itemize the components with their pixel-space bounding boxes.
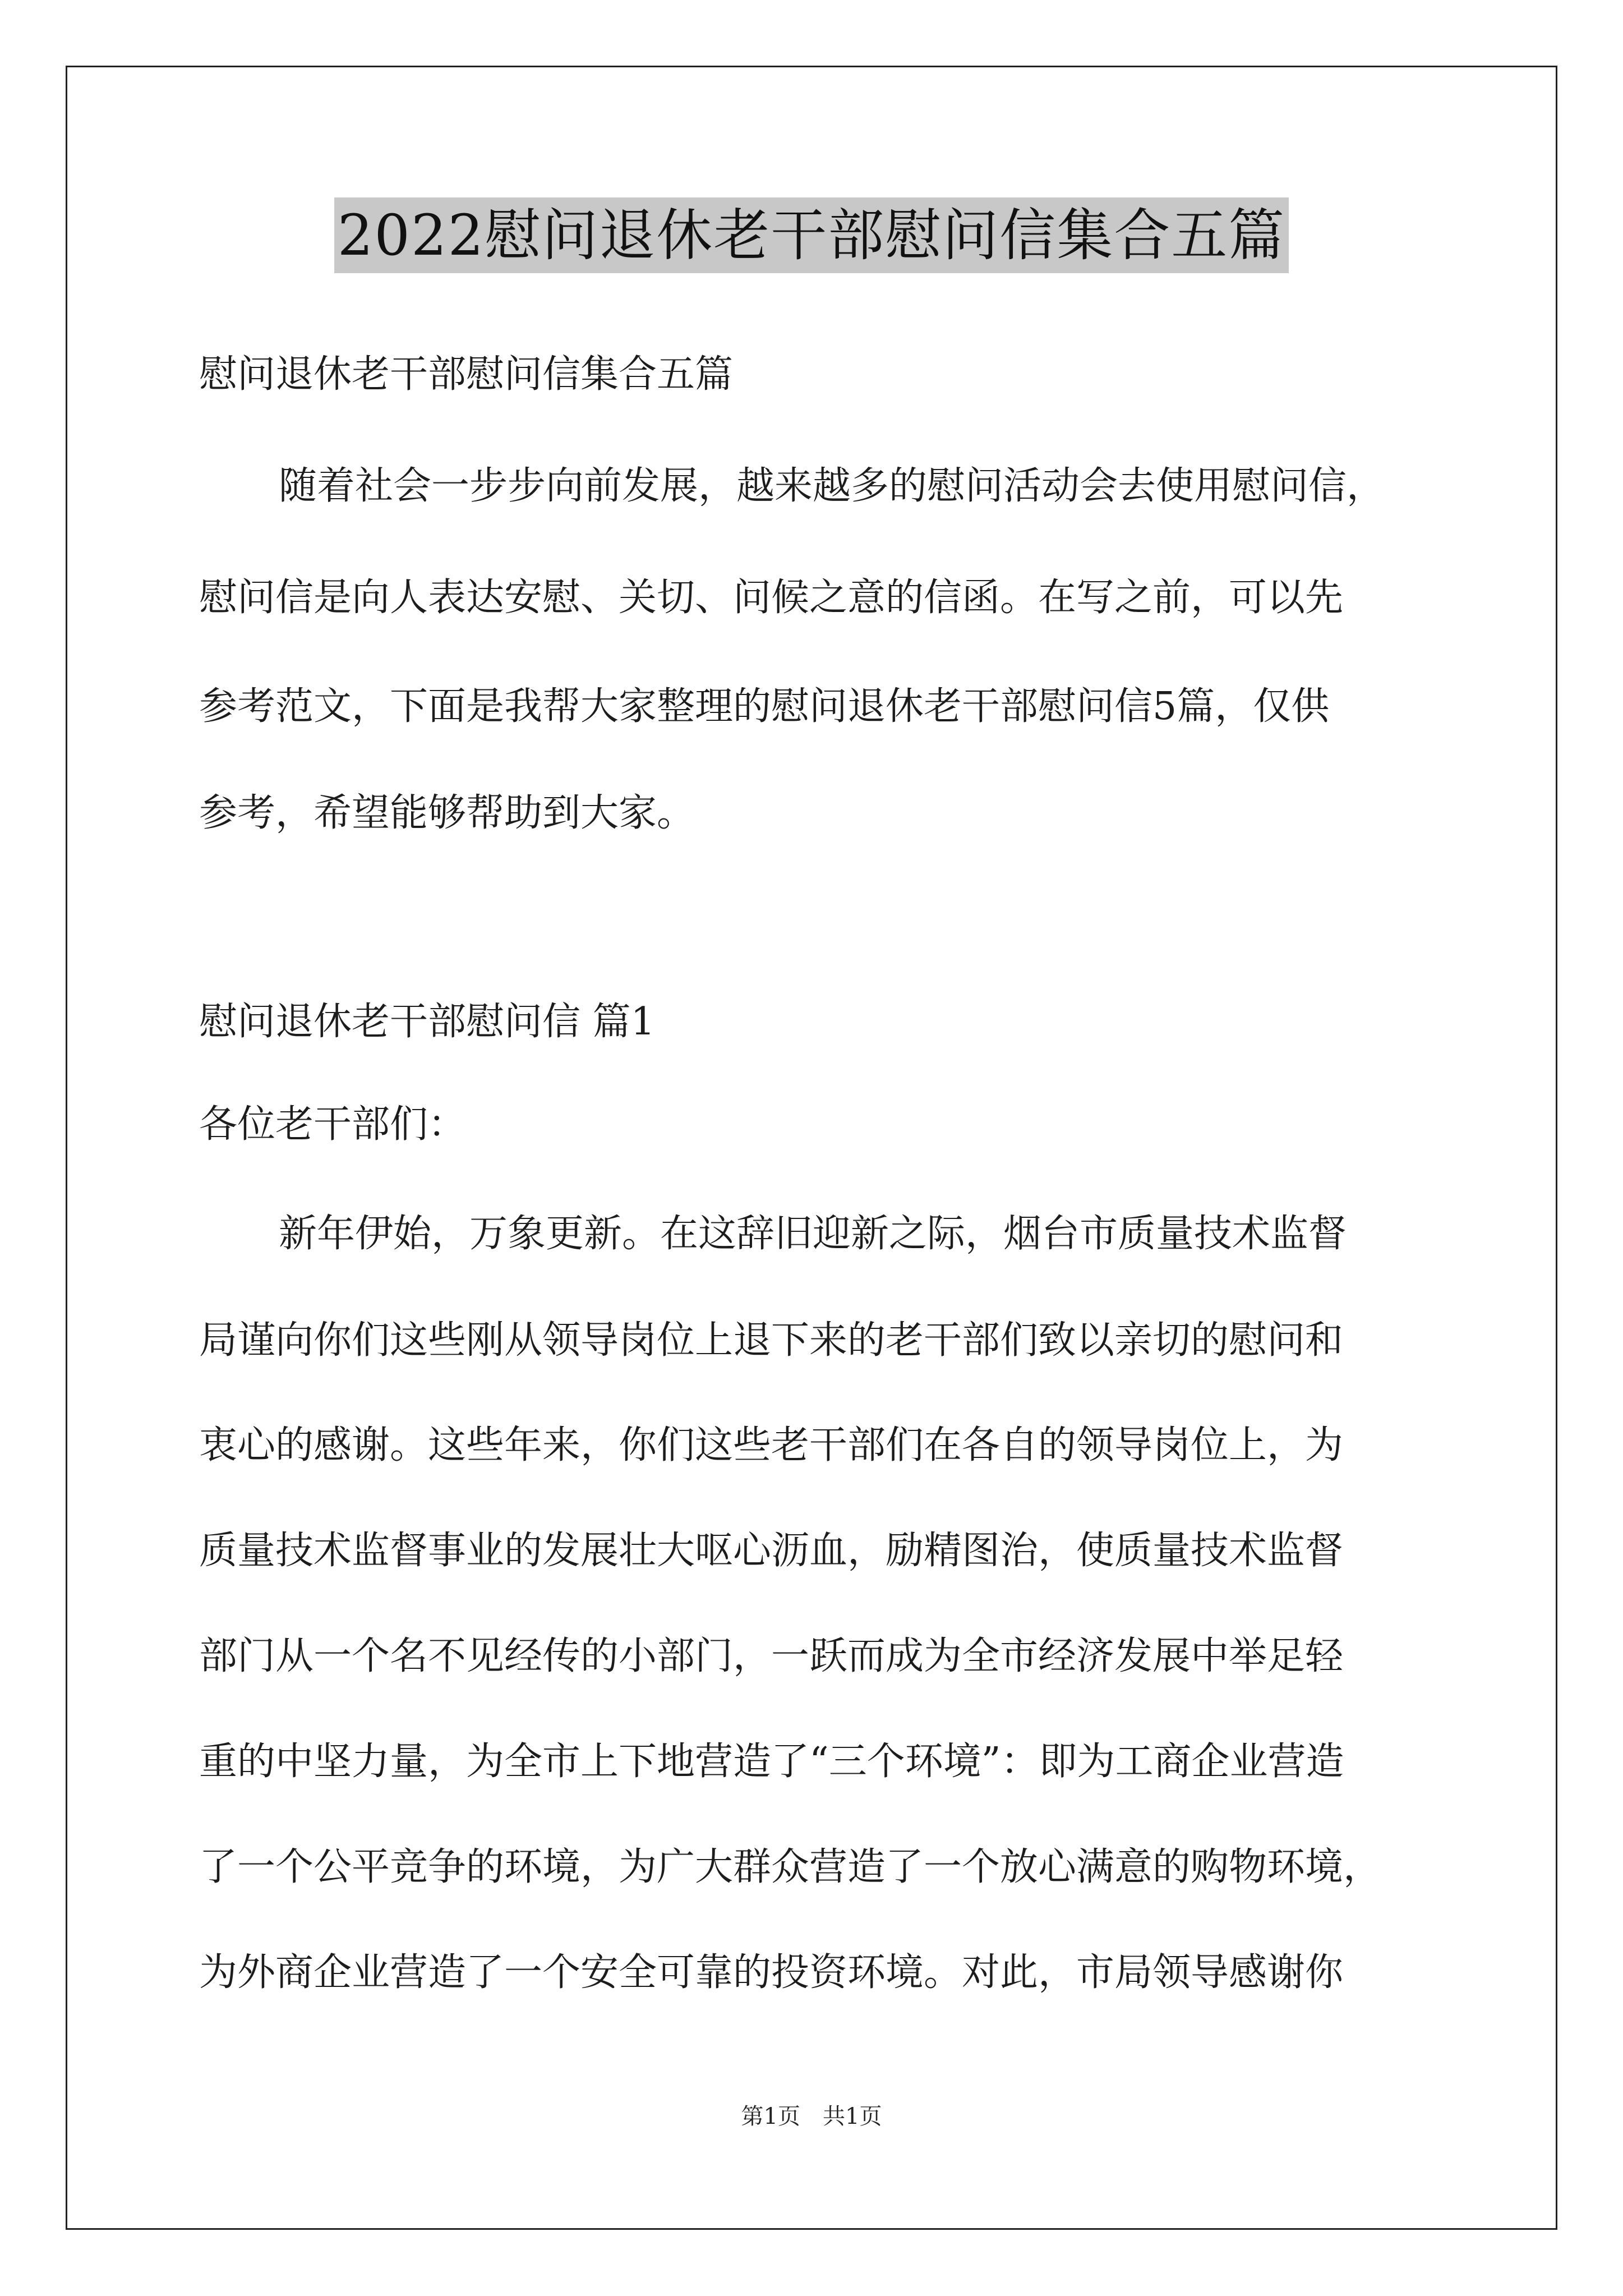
letter-line: 新年伊始，万象更新。在这辞旧迎新之际，烟台市质量技术监督 [279,1212,1347,1256]
letter-line: 重的中坚力量，为全市上下地营造了“三个环境”：即为工商企业营造 [199,1740,1344,1784]
section-heading: 慰问退休老干部慰问信 篇1 [199,1000,655,1044]
letter-line: 局谨向你们这些刚从领导岗位上退下来的老干部们致以亲切的慰问和 [199,1318,1344,1363]
letter-line: 衷心的感谢。这些年来，你们这些老干部们在各自的领导岗位上，为 [199,1423,1344,1467]
intro-line: 参考，希望能够帮助到大家。 [199,791,695,835]
letter-salutation: 各位老干部们： [199,1102,467,1147]
letter-line: 了一个公平竞争的环境，为广大群众营造了一个放心满意的购物环境， [199,1845,1382,1889]
intro-line: 参考范文，下面是我帮大家整理的慰问退休老干部慰问信5篇，仅供 [199,684,1330,729]
letter-line: 为外商企业营造了一个安全可靠的投资环境。对此，市局领导感谢你 [199,1950,1344,1995]
title-container [0,197,1623,273]
intro-line: 随着社会一步步向前发展，越来越多的慰问活动会去使用慰问信， [279,464,1385,508]
document-subtitle: 慰问退休老干部慰问信集合五篇 [199,352,734,397]
page-footer: 第1页 共1页 [741,2104,882,2129]
letter-line: 部门从一个名不见经传的小部门，一跃而成为全市经济发展中举足轻 [199,1634,1344,1678]
letter-line: 质量技术监督事业的发展壮大呕心沥血，励精图治，使质量技术监督 [199,1529,1344,1573]
intro-line: 慰问信是向人表达安慰、关切、问候之意的信函。在写之前，可以先 [199,576,1344,620]
document-title: 2022慰问退休老干部慰问信集合五篇 [334,197,1289,273]
